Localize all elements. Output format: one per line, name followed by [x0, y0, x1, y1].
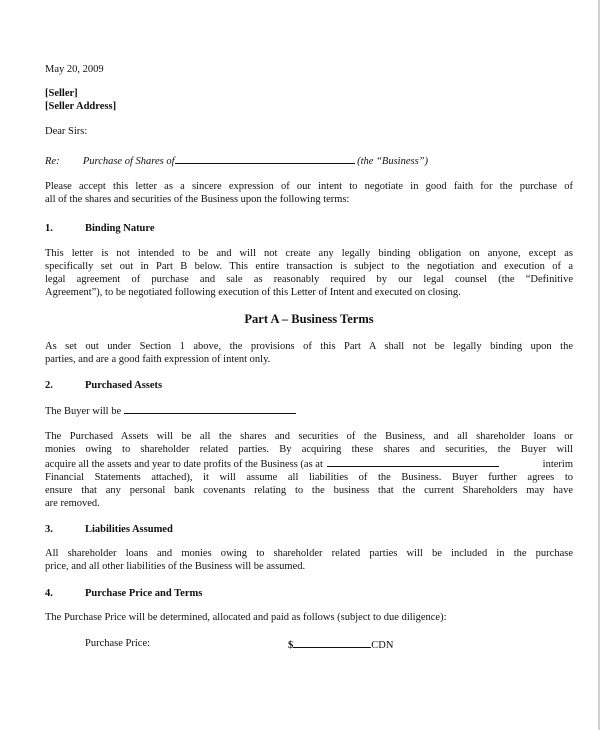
section-2-line-6: are removed.	[45, 498, 100, 509]
section-4-title: Purchase Price and Terms	[85, 588, 203, 599]
section-2-number: 2.	[45, 380, 53, 391]
salutation: Dear Sirs:	[45, 126, 88, 137]
buyer-name-blank	[124, 403, 296, 414]
section-2-title: Purchased Assets	[85, 380, 163, 391]
section-2-line-3-start: acquire all the assets and year to date profits of the Business (as at	[45, 459, 323, 470]
buyer-line	[45, 403, 296, 418]
intro-line-1: Please accept this letter as a sincere expression of our intent to negotiate in good faith for the purchase of	[45, 181, 573, 192]
intro-line-2: all of the shares and securities of the Business upon the following terms:	[45, 194, 350, 205]
re-label: Re:	[45, 156, 60, 167]
currency-code: CDN	[371, 640, 394, 651]
section-3-line-1: All shareholder loans and monies owing to shareholder related parties will be included in the purchase	[45, 548, 573, 559]
section-3-number: 3.	[45, 524, 53, 535]
re-subject: Purchase of Shares of	[82, 156, 175, 167]
intro-paragraph	[45, 180, 573, 206]
seller-name: [Seller]	[45, 88, 78, 99]
purchase-price-blank	[293, 637, 371, 648]
re-line	[45, 153, 428, 168]
re-suffix: (the “Business”)	[357, 156, 428, 167]
section-1-paragraph	[45, 247, 573, 299]
section-2-line-5: ensure that any personal bank covenants relating to the business that the current Shareholders may have	[45, 485, 573, 496]
section-1-number: 1.	[45, 223, 53, 234]
section-2-heading	[45, 379, 162, 392]
section-2-paragraph	[45, 430, 573, 510]
section-3-title: Liabilities Assumed	[85, 524, 173, 535]
section-3-line-2: price, and all other liabilities of the Business will be assumed.	[45, 561, 306, 572]
business-name-blank	[175, 153, 355, 164]
section-1-line-4: Agreement”), to be negotiated following execution of this Letter of Intent and executed on closing.	[45, 287, 461, 298]
section-2-line-1: The Purchased Assets will be all the shares and securities of the Business, and all shareholder loans or	[45, 431, 573, 442]
letter-date: May 20, 2009	[45, 64, 104, 75]
seller-address: [Seller Address]	[45, 101, 117, 112]
purchase-price-label: Purchase Price:	[85, 638, 151, 649]
section-4-intro: The Purchase Price will be determined, allocated and paid as follows (subject to due diligence):	[45, 612, 447, 623]
section-4-heading	[45, 587, 202, 600]
part-a-paragraph	[45, 340, 573, 366]
section-1-line-1: This letter is not intended to be and will not create any legally binding obligation on anyone, except as	[45, 248, 573, 259]
section-3-paragraph	[45, 547, 573, 573]
section-2-line-4: Financial Statements attached), it will assume all liabilities of the Business. Buyer further agrees to	[45, 472, 573, 483]
section-1-heading	[45, 222, 155, 235]
part-a-line-1: As set out under Section 1 above, the provisions of this Part A shall not be legally binding upon the	[45, 341, 573, 352]
section-2-line-3	[45, 456, 573, 471]
section-2-line-2: monies owing to shareholder related parties. By acquiring these shares and securities, the Buyer will	[45, 444, 573, 455]
section-2-line-3-end: interim	[542, 459, 573, 470]
part-a-heading: Part A – Business Terms	[244, 312, 374, 326]
section-4-number: 4.	[45, 588, 53, 599]
as-at-date-blank	[327, 456, 499, 467]
purchase-price-line	[288, 637, 393, 652]
buyer-label: The Buyer will be	[45, 406, 122, 417]
section-1-title: Binding Nature	[85, 223, 155, 234]
section-1-line-2: specifically set out in Part B below. This entire transaction is subject to the negotiation and execution of a	[45, 261, 573, 272]
currency-symbol: $	[288, 640, 294, 651]
section-3-heading	[45, 523, 173, 536]
part-a-line-2: parties, and are a good faith expression of intent only.	[45, 354, 271, 365]
section-1-line-3: legal agreement of purchase and sale as reasonably required by our legal counsel (the “Definitive	[45, 274, 573, 285]
